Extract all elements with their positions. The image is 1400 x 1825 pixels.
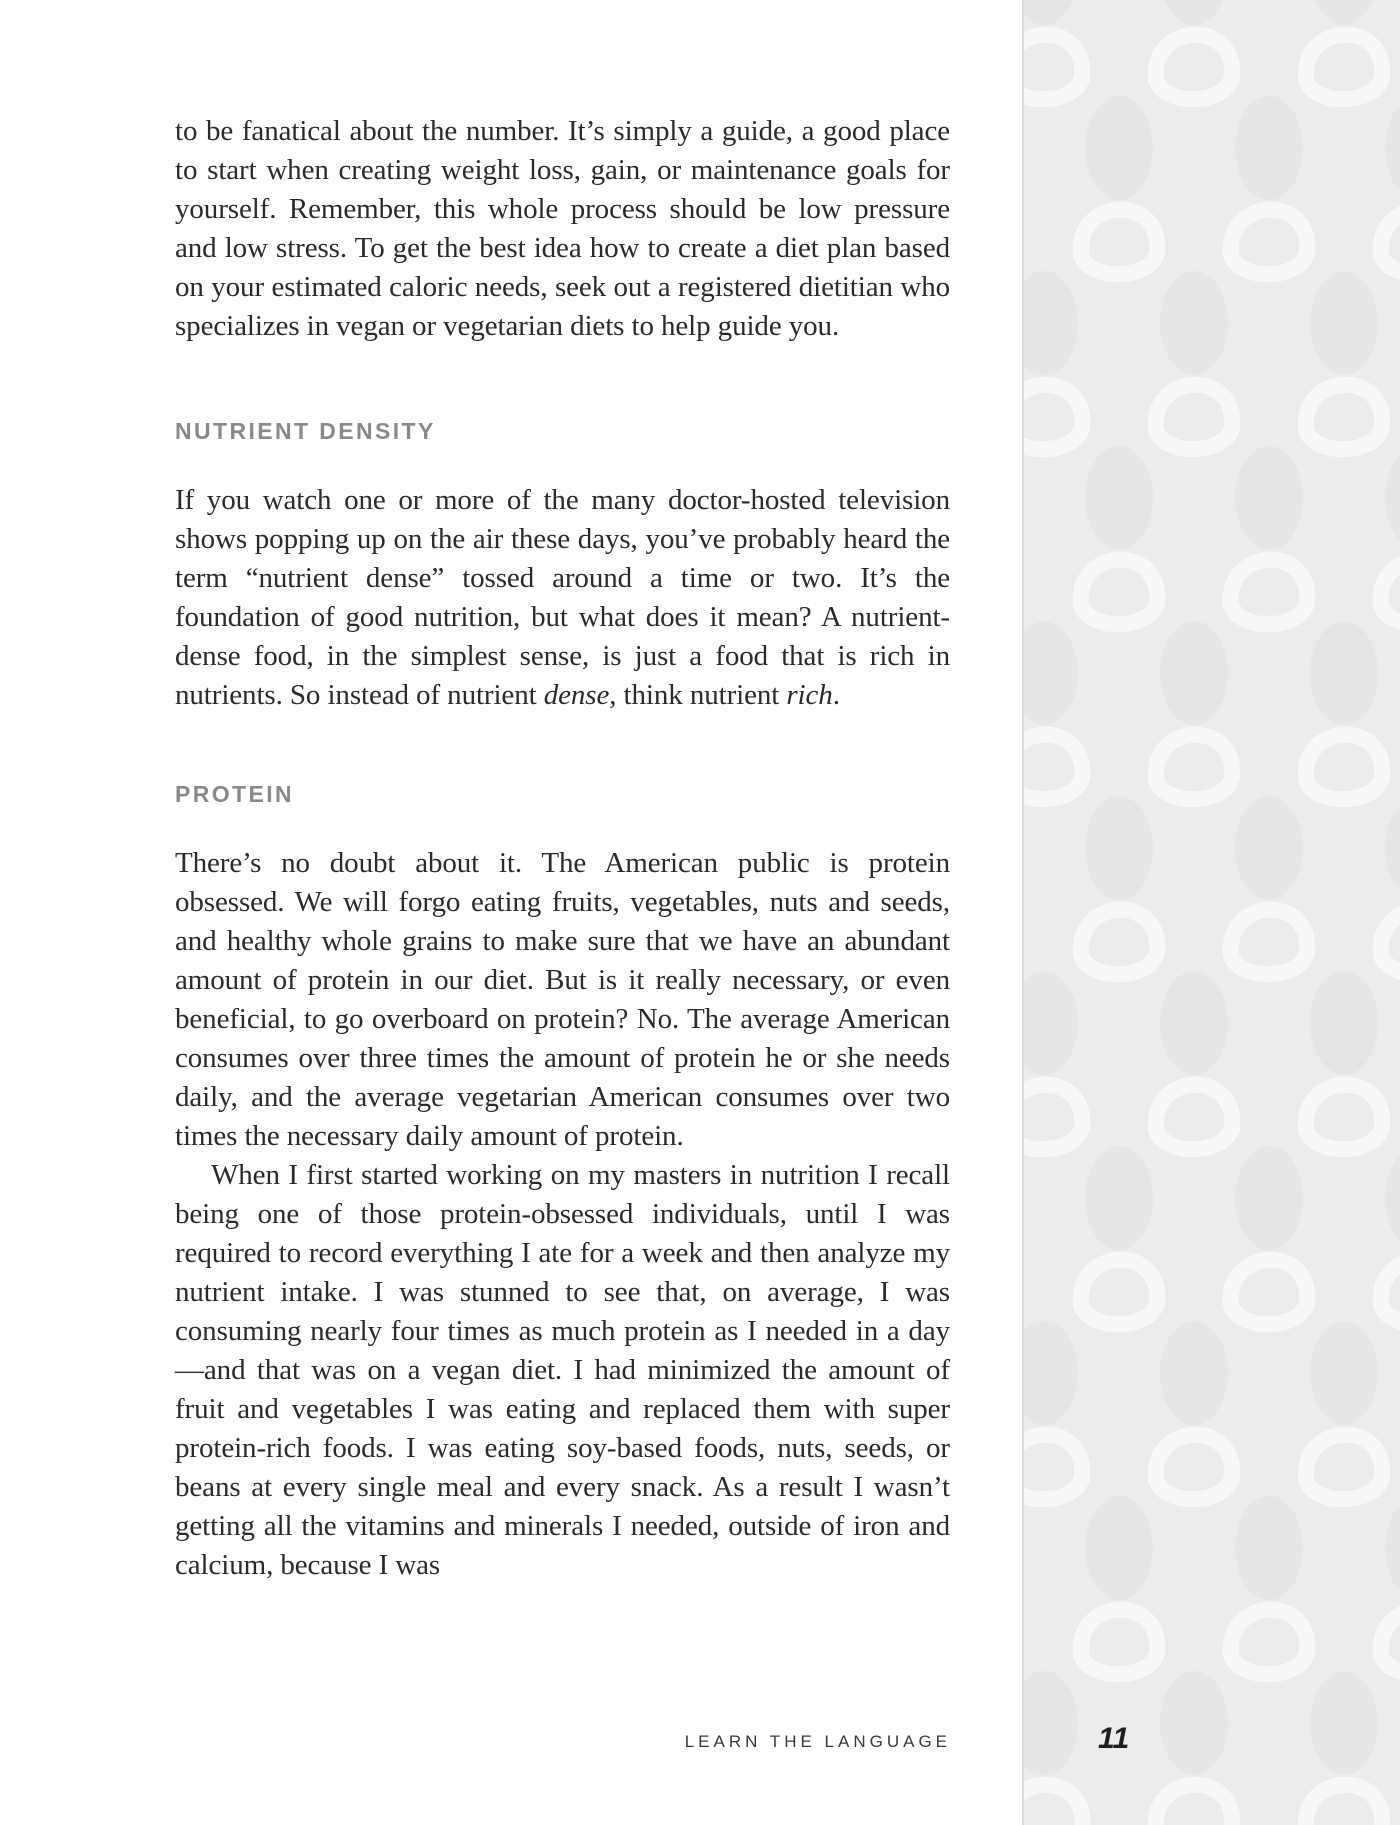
- pattern-ring: [1306, 1785, 1383, 1825]
- pattern-ring: [1081, 210, 1158, 275]
- pattern-ring: [1381, 910, 1400, 975]
- pattern-ring: [1156, 1785, 1233, 1825]
- pattern-ring: [1231, 1610, 1308, 1675]
- pattern-petal: [1385, 96, 1400, 200]
- pattern-ring: [1024, 1085, 1082, 1150]
- pattern-ring: [1306, 385, 1383, 450]
- pattern-ring: [1306, 1435, 1383, 1500]
- pattern-ring: [1024, 1785, 1082, 1825]
- body-paragraph: to be fanatical about the number. It’s simply a guide, a good place to start when creating weight loss, gain, or maintenance goals for yourself. Remember, this whole process should be low pressure and low stress. To get the best idea how to create a diet plan based on your estimated caloric needs, seek out a registered dietitian who specializes in vegan or vegetarian diets to help guide you.: [175, 115, 950, 342]
- emphasis-rich: rich: [786, 679, 833, 711]
- pattern-ring: [1231, 1260, 1308, 1325]
- pattern-petal: [1024, 1671, 1078, 1775]
- pattern-petal: [1235, 1146, 1303, 1250]
- paragraph-text: If you watch one or more of the many doctor-hosted television shows popping up on the air these days, you’ve probably heard the term “nutrient dense” tossed around a time or two. It’s the foundation of good nutrition, but what does it mean? A nutrient-dense food, in the simplest sense, is just a food that is rich in nutrients. So instead of nutrient: [175, 484, 950, 711]
- pattern-ring: [1156, 385, 1233, 450]
- text-column: [175, 112, 950, 1585]
- page-number: 11: [1098, 1722, 1130, 1755]
- pattern-ring: [1081, 560, 1158, 625]
- pattern-petal: [1024, 1321, 1078, 1425]
- body-paragraph: When I first started working on my masters in nutrition I recall being one of those protein-obsessed individuals, until I was required to record everything I ate for a week and then analyze my nutrient intake. I was stunned to see that, on average, I was consuming nearly four times as much protein as I needed in a day—and that was on a vegan diet. I had minimized the amount of fruit and vegetables I was eating and replaced them with super protein-rich foods. I was eating soy-based foods, nuts, seeds, or beans at every single meal and every snack. As a result I wasn’t getting all the vitamins and minerals I needed, outside of iron and calcium, because I was: [175, 1159, 950, 1581]
- pattern-ring: [1306, 735, 1383, 800]
- pattern-petal: [1160, 271, 1228, 375]
- pattern-ring: [1381, 1260, 1400, 1325]
- pattern-petal: [1160, 971, 1228, 1075]
- pattern-ring: [1024, 735, 1082, 800]
- paragraph-text: .: [832, 679, 840, 711]
- pattern-petal: [1085, 96, 1153, 200]
- pattern-petal: [1160, 621, 1228, 725]
- pattern-petal: [1024, 971, 1078, 1075]
- decorative-sidebar: [1022, 0, 1400, 1825]
- pattern-ring: [1231, 560, 1308, 625]
- pattern-petal: [1385, 796, 1400, 900]
- pattern-petal: [1160, 1321, 1228, 1425]
- sidebar-pattern: [1024, 0, 1400, 1825]
- pattern-petal: [1385, 1146, 1400, 1250]
- pattern-petal: [1310, 0, 1378, 25]
- pattern-petal: [1235, 96, 1303, 200]
- pattern-petal: [1024, 271, 1078, 375]
- pattern-petal: [1085, 1146, 1153, 1250]
- pattern-ring: [1231, 910, 1308, 975]
- pattern-petal: [1160, 1671, 1228, 1775]
- pattern-ring: [1081, 910, 1158, 975]
- pattern-ring: [1081, 1610, 1158, 1675]
- pattern-ring: [1156, 35, 1233, 100]
- pattern-petal: [1235, 446, 1303, 550]
- running-head: LEARN THE LANGUAGE: [684, 1732, 951, 1751]
- emphasis-dense: dense: [543, 679, 610, 711]
- section-heading-nutrient-density: NUTRIENT DENSITY: [175, 418, 436, 444]
- pattern-ring: [1306, 35, 1383, 100]
- pattern-petal: [1160, 0, 1228, 25]
- pattern-petal: [1085, 446, 1153, 550]
- pattern-ring: [1156, 1435, 1233, 1500]
- pattern-ring: [1231, 210, 1308, 275]
- pattern-ring: [1156, 1085, 1233, 1150]
- pattern-petal: [1024, 621, 1078, 725]
- pattern-petal: [1310, 1671, 1378, 1775]
- pattern-ring: [1024, 385, 1082, 450]
- pattern-petal: [1310, 971, 1378, 1075]
- body-paragraph: There’s no doubt about it. The American public is protein obsessed. We will forgo eating fruits, vegetables, nuts and seeds, and healthy whole grains to make sure that we have an abundant amount of protein in our diet. But is it really necessary, or even beneficial, to go overboard on protein? No. The average American consumes over three times the amount of protein he or she needs daily, and the average vegetarian American consumes over two times the necessary daily amount of protein.: [175, 847, 950, 1152]
- pattern-ring: [1156, 735, 1233, 800]
- pattern-petal: [1385, 446, 1400, 550]
- pattern-petal: [1235, 1496, 1303, 1600]
- pattern-petal: [1085, 1496, 1153, 1600]
- pattern-petal: [1235, 796, 1303, 900]
- body-paragraph: [175, 481, 950, 715]
- pattern-ring: [1381, 210, 1400, 275]
- pattern-ring: [1081, 1260, 1158, 1325]
- pattern-ring: [1024, 35, 1082, 100]
- pattern-petal: [1310, 1321, 1378, 1425]
- pattern-petal: [1024, 0, 1078, 25]
- section-heading-protein: PROTEIN: [175, 781, 295, 807]
- pattern-ring: [1381, 560, 1400, 625]
- pattern-ring: [1306, 1085, 1383, 1150]
- pattern-ring: [1381, 1610, 1400, 1675]
- pattern-petal: [1085, 796, 1153, 900]
- pattern-petal: [1385, 1496, 1400, 1600]
- pattern-petal: [1310, 271, 1378, 375]
- pattern-ring: [1024, 1435, 1082, 1500]
- paragraph-text: , think nutrient: [609, 679, 787, 711]
- pattern-petal: [1310, 621, 1378, 725]
